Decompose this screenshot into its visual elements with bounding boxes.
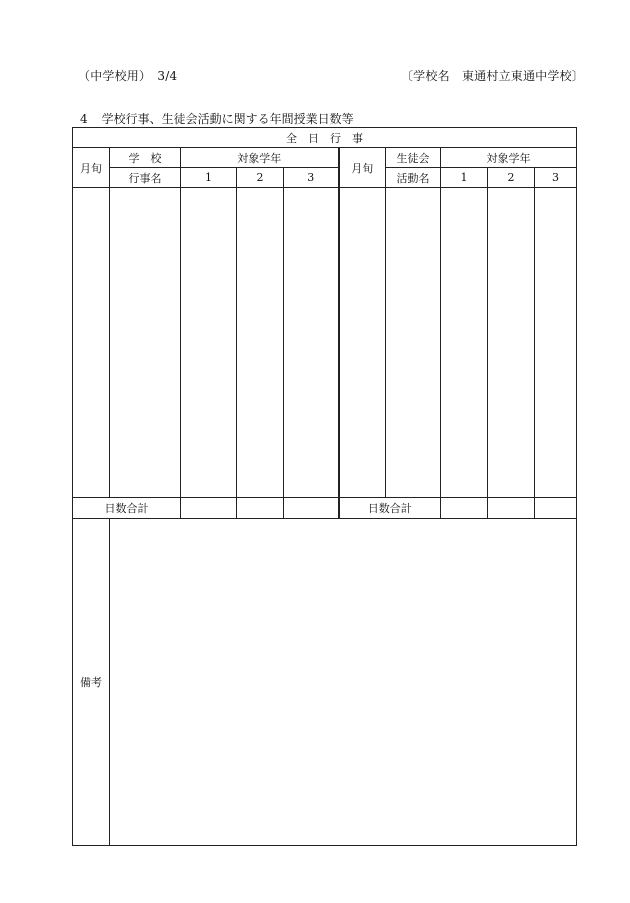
full-day-events-banner: 全 日 行 事 bbox=[73, 128, 577, 148]
right-grade-3-entry[interactable] bbox=[535, 188, 577, 498]
annual-events-table bbox=[72, 127, 577, 846]
section-title bbox=[80, 110, 354, 127]
left-grade-1: 1 bbox=[181, 168, 237, 188]
left-grade-1-entry[interactable] bbox=[181, 188, 237, 498]
remarks-entry[interactable] bbox=[110, 519, 577, 846]
left-total-grade-3[interactable] bbox=[284, 498, 339, 519]
right-grade-2: 2 bbox=[488, 168, 535, 188]
right-event-header-bottom: 活動名 bbox=[386, 168, 441, 188]
left-month-header: 月旬 bbox=[73, 148, 110, 188]
right-total-grade-1[interactable] bbox=[441, 498, 488, 519]
left-total-grade-1[interactable] bbox=[181, 498, 237, 519]
left-event-header-bottom: 行事名 bbox=[110, 168, 181, 188]
right-total-label: 日数合計 bbox=[339, 498, 441, 519]
section-number: 4 bbox=[80, 112, 88, 126]
section-title-text: 学校行事、生徒会活動に関する年間授業日数等 bbox=[101, 112, 354, 126]
left-grade-2: 2 bbox=[237, 168, 284, 188]
right-grade-2-entry[interactable] bbox=[488, 188, 535, 498]
form-id-label: （中学校用） 3/4 bbox=[78, 69, 178, 83]
right-target-grade-header: 対象学年 bbox=[441, 148, 577, 168]
right-event-header-top: 生徒会 bbox=[386, 148, 441, 168]
right-grade-3: 3 bbox=[535, 168, 577, 188]
left-grade-3-entry[interactable] bbox=[284, 188, 339, 498]
left-total-grade-2[interactable] bbox=[237, 498, 284, 519]
right-total-grade-3[interactable] bbox=[535, 498, 577, 519]
remarks-label: 備考 bbox=[73, 519, 110, 846]
left-event-entry[interactable] bbox=[110, 188, 181, 498]
left-month-entry[interactable] bbox=[73, 188, 110, 498]
right-grade-1: 1 bbox=[441, 168, 488, 188]
left-event-header-top: 学 校 bbox=[110, 148, 181, 168]
left-grade-3: 3 bbox=[284, 168, 339, 188]
left-grade-2-entry[interactable] bbox=[237, 188, 284, 498]
right-total-grade-2[interactable] bbox=[488, 498, 535, 519]
right-grade-1-entry[interactable] bbox=[441, 188, 488, 498]
left-target-grade-header: 対象学年 bbox=[181, 148, 339, 168]
school-name-label: 〔学校名 東通村立東通中学校〕 bbox=[400, 69, 584, 83]
left-total-label: 日数合計 bbox=[73, 498, 181, 519]
right-month-header: 月旬 bbox=[339, 148, 386, 188]
right-month-entry[interactable] bbox=[339, 188, 386, 498]
right-event-entry[interactable] bbox=[386, 188, 441, 498]
